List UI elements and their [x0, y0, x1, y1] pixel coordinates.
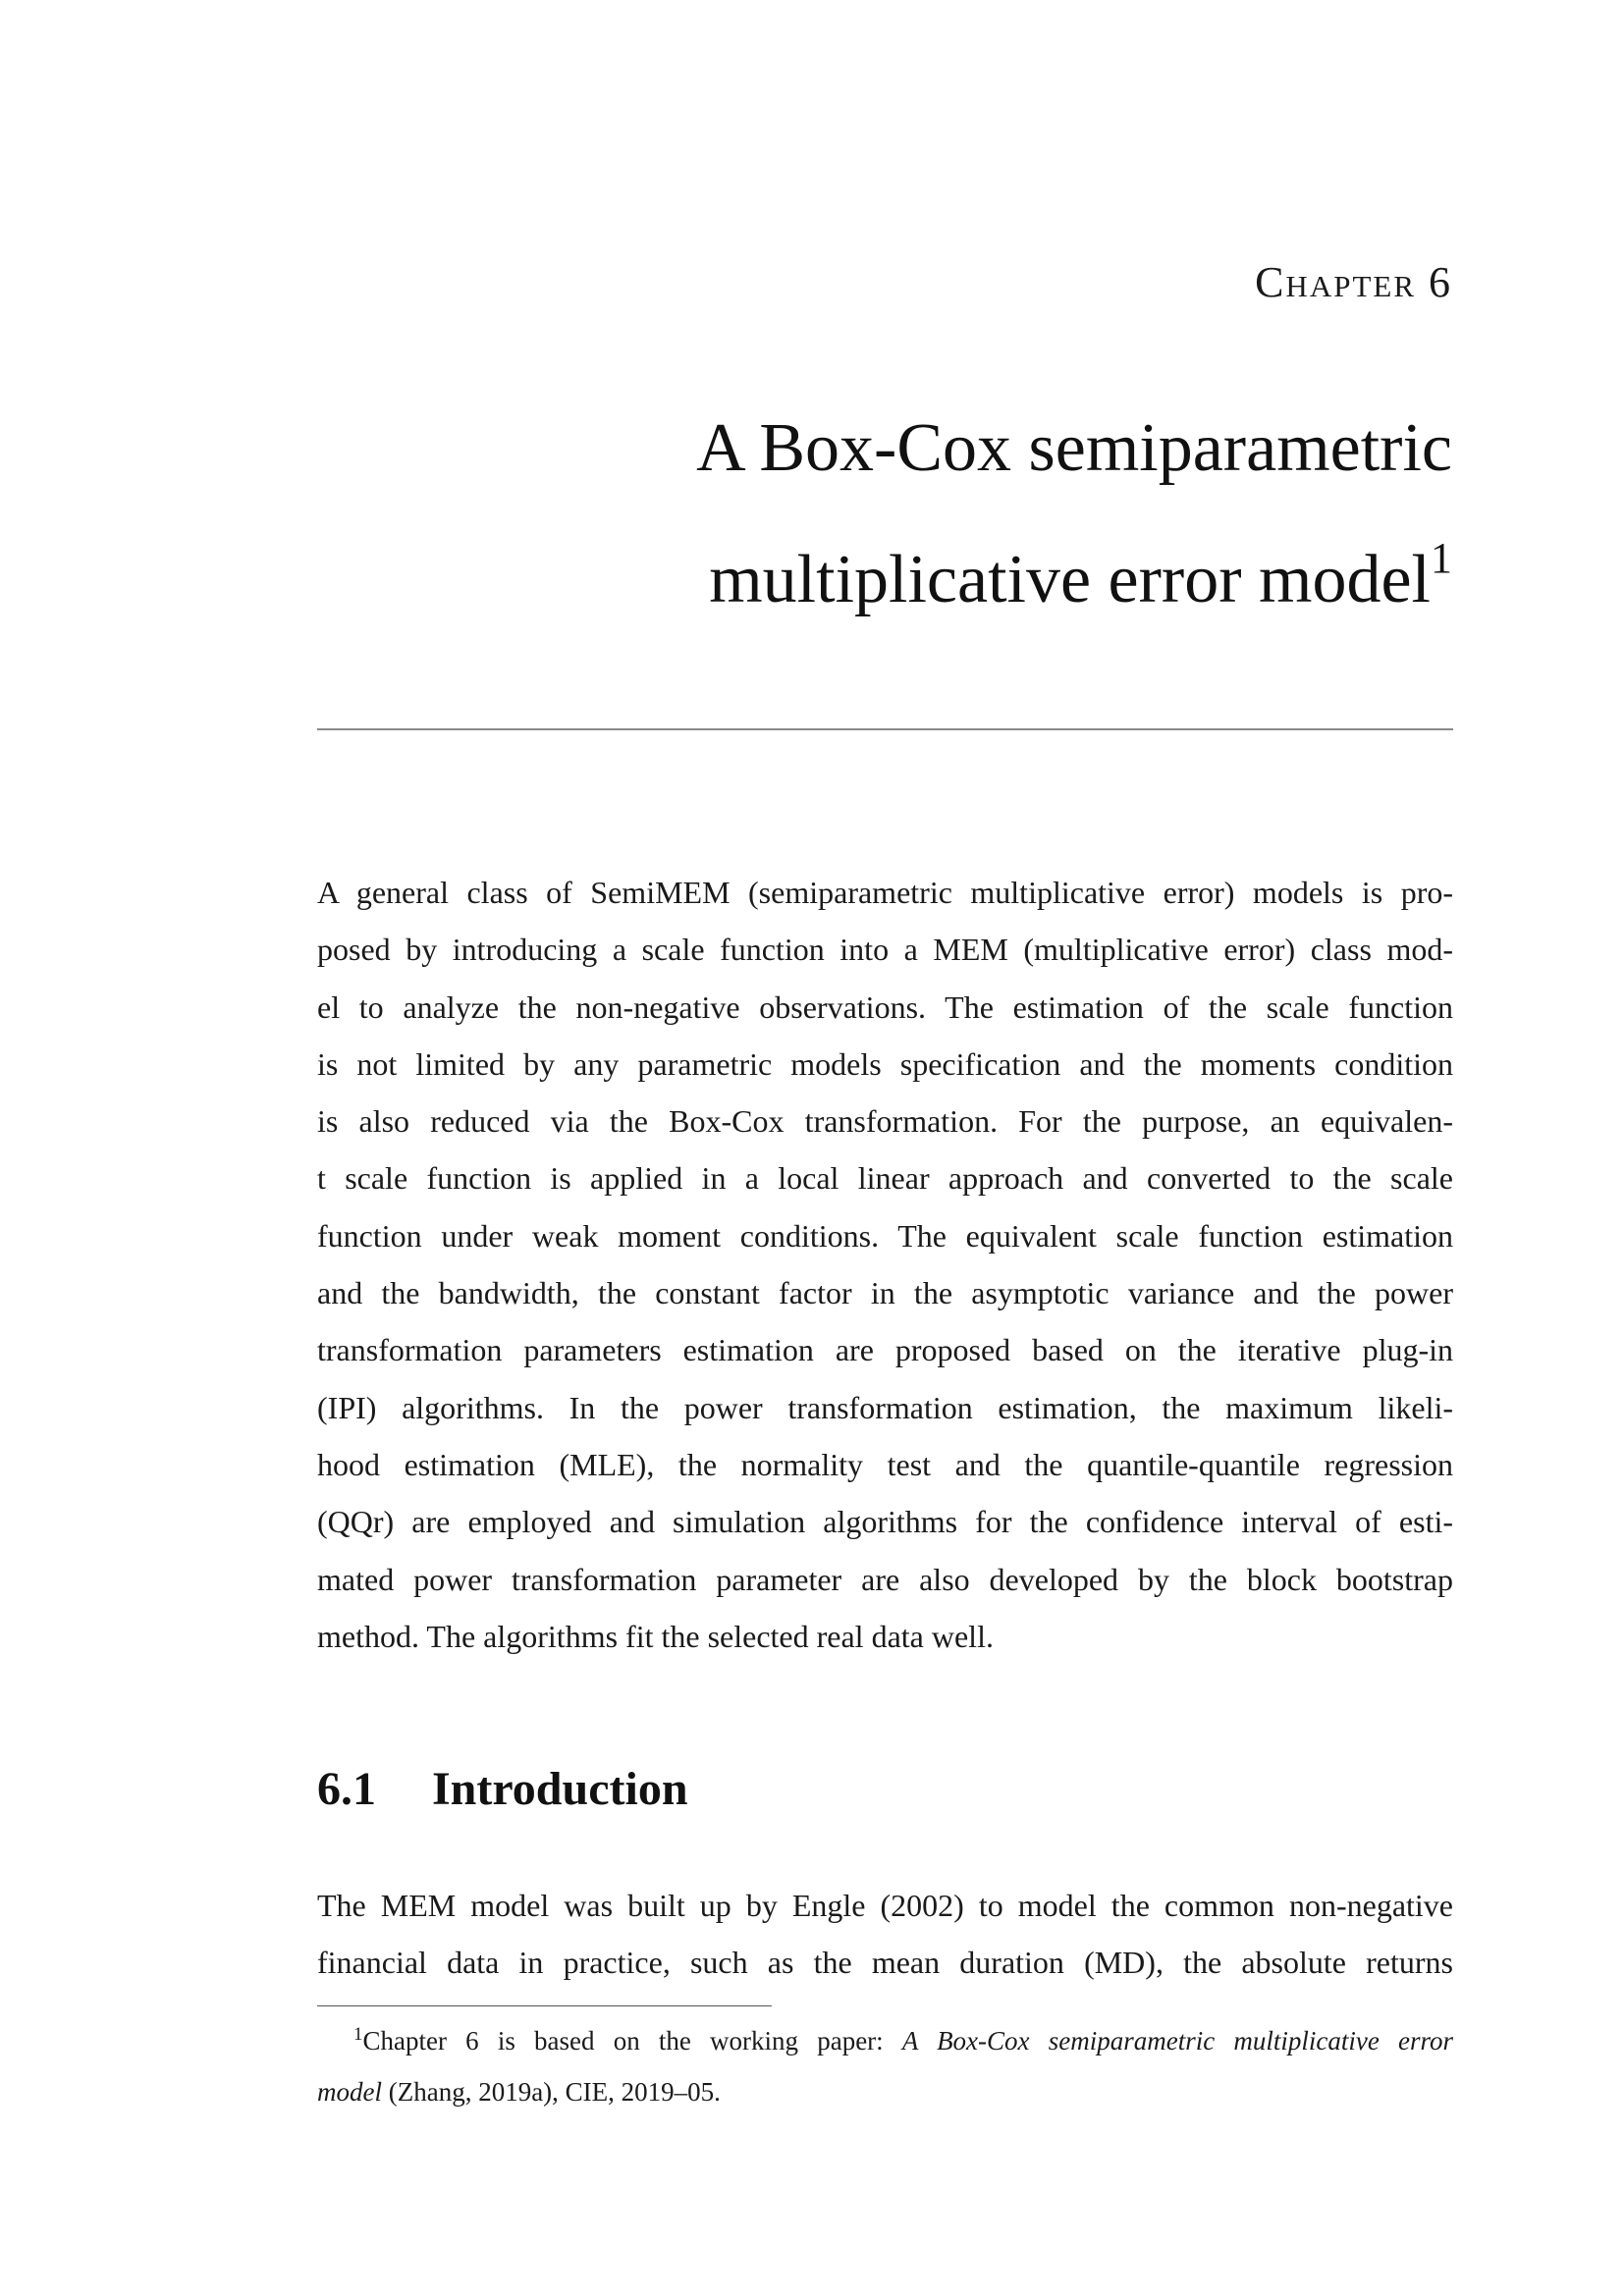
chapter-title-line-2-text: multiplicative error model [709, 542, 1431, 617]
chapter-title-line-1: A Box-Cox semiparametric [696, 410, 1452, 486]
chapter-title-line-2 [372, 514, 1452, 646]
intro-line: The MEM model was built up by Engle (2002) to model the common non-negative [317, 1888, 1453, 1923]
section-title: Introduction [432, 1763, 688, 1815]
footnote [317, 2015, 1453, 2117]
section-number: 6.1 [317, 1763, 376, 1815]
abstract-line: is not limited by any parametric models specification and the moments condition [317, 1045, 1453, 1082]
title-divider [317, 728, 1453, 730]
intro-paragraph [317, 1877, 1453, 1992]
abstract-line: hood estimation (MLE), the normality test and the quantile-quantile regression [317, 1446, 1453, 1482]
abstract [317, 864, 1453, 1665]
footnote-prefix: Chapter 6 is based on the working paper: [362, 2026, 884, 2056]
abstract-line: transformation parameters estimation are proposed based on the iterative plug-in [317, 1332, 1453, 1368]
abstract-line: t scale function is applied in a local linear approach and converted to the scale [317, 1160, 1453, 1197]
footnote-cited-title: A Box-Cox semiparametric multiplicative error [901, 2026, 1454, 2056]
footnote-suffix: (Zhang, 2019a), CIE, 2019–05. [381, 2077, 721, 2107]
abstract-line: mated power transformation parameter are also developed by the block bootstrap [317, 1561, 1453, 1597]
abstract-line: el to analyze the non-negative observations. The estimation of the scale function [317, 988, 1453, 1025]
chapter-title [372, 383, 1452, 646]
abstract-line: function under weak moment conditions. The equivalent scale function estimation [317, 1217, 1453, 1254]
footnote-mark: 1 [353, 2024, 363, 2045]
footnote-cited-title-end: model [317, 2077, 382, 2107]
abstract-line: method. The algorithms fit the selected real data well. [317, 1618, 994, 1654]
abstract-line: (QQr) are employed and simulation algorithms for the confidence interval of esti- [317, 1504, 1453, 1540]
abstract-line: (IPI) algorithms. In the power transformation estimation, the maximum likeli- [317, 1389, 1453, 1425]
chapter-label: Chapter 6 [1255, 258, 1452, 306]
footnote-reference[interactable]: 1 [1431, 534, 1452, 582]
footnote-divider [317, 2005, 772, 2006]
footnote-line-2 [317, 2066, 1453, 2117]
intro-line: financial data in practice, such as the mean duration (MD), the absolute returns [317, 1945, 1453, 1981]
abstract-line: is also reduced via the Box-Cox transformation. For the purpose, an equivalen- [317, 1103, 1453, 1140]
section-heading [317, 1762, 688, 1816]
footnote-line-1 [317, 2015, 1453, 2066]
abstract-line: A general class of SemiMEM (semiparametric multiplicative error) models is pro- [317, 875, 1453, 910]
abstract-line: and the bandwidth, the constant factor in the asymptotic variance and the power [317, 1275, 1453, 1311]
abstract-line: posed by introducing a scale function into a MEM (multiplicative error) class mod- [317, 932, 1453, 968]
